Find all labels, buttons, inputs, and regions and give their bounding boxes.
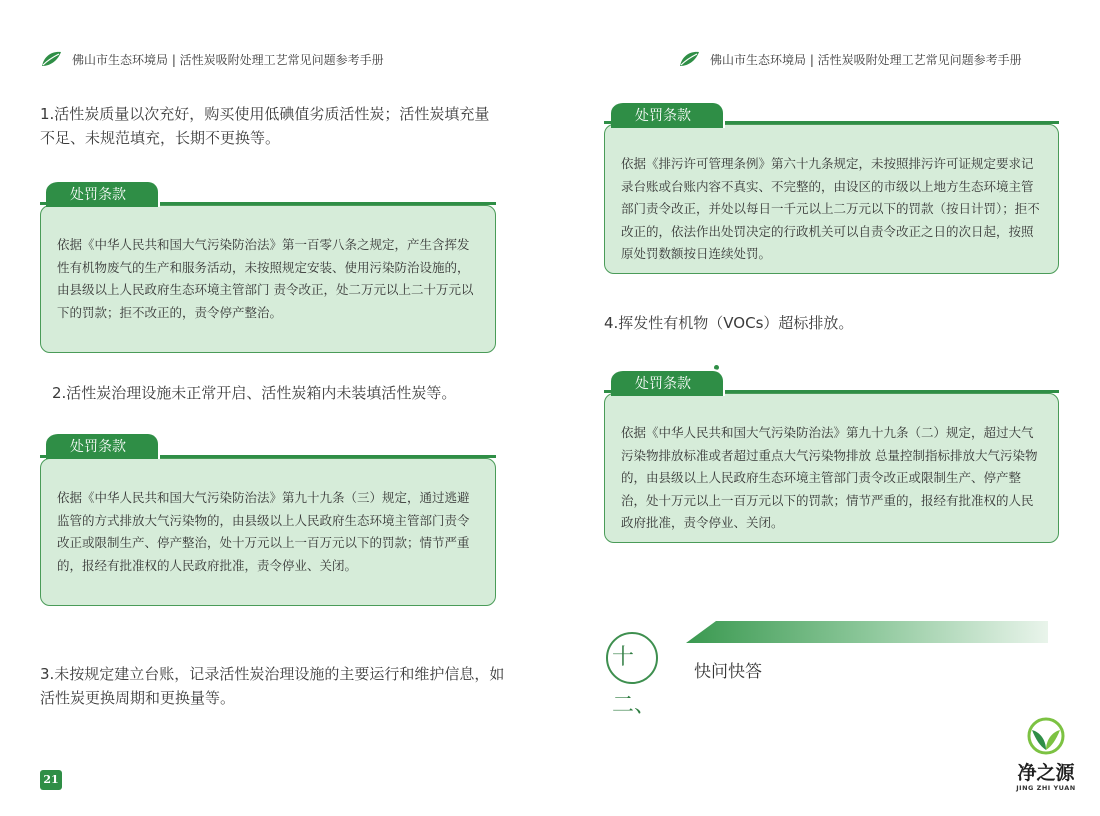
penalty-text: 依据《排污许可管理条例》第六十九条规定，未按照排污许可证规定要求记录台账或台账内容不真实、不完整的，由设区的市级以上地方生态环境主管部门责令改正，并处以每日一千元以上二万元以下的罚款（按日计罚）；拒不改正的，依法作出处罚决定的行政机关可以自责令改正之日的次日起，按照原处罚数额按日连续处罚。 bbox=[621, 156, 1040, 261]
issue-item-1: 1.活性炭质量以次充好，购买使用低碘值劣质活性炭；活性炭填充量不足、未规范填充，长期不更换等。 bbox=[40, 105, 490, 147]
penalty-tab: 处罚条款 bbox=[46, 180, 160, 207]
penalty-text: 依据《中华人民共和国大气污染防治法》第九十九条（三）规定，通过逃避监管的方式排放大气污染物的，由县级以上人民政府生态环境主管部门责令改正或限制生产、停产整治，处十万元以上一百万元以下的罚款；情节严重的，报经有批准权的人民政府批准，责令停业、关闭。 bbox=[57, 490, 470, 573]
issue-item-2: 2.活性炭治理设施未正常开启、活性炭箱内未装填活性炭等。 bbox=[52, 384, 457, 402]
logo-name-en: JING ZHI YUAN bbox=[1016, 784, 1076, 792]
header-title: 佛山市生态环境局 | 活性炭吸附处理工艺常见问题参考手册 bbox=[72, 52, 384, 67]
penalty-box-1 bbox=[40, 205, 496, 353]
leaf-icon bbox=[40, 50, 62, 68]
penalty-text: 依据《中华人民共和国大气污染防治法》第九十九条（二）规定，超过大气污染物排放标准或者超过重点大气污染物排放 总量控制指标排放大气污染物的，由县级以上人民政府生态环境主管部门责令改正或限制生产、停产整治，处十万元以上一百万元以下的罚款；情节严重的，报经有批准权的人民政府批准，责令停业、关闭。 bbox=[621, 425, 1038, 530]
penalty-box-3 bbox=[604, 124, 1059, 274]
penalty-tab: 处罚条款 bbox=[46, 432, 160, 459]
penalty-tab: 处罚条款 bbox=[611, 101, 725, 128]
penalty-text: 依据《中华人民共和国大气污染防治法》第一百零八条之规定，产生含挥发性有机物废气的生产和服务活动，未按照规定安装、使用污染防治设施的，由县级以上人民政府生态环境主管部门 责令改正，处二万元以上二十万元以下的罚款；拒不改正的，责令停产整治。 bbox=[57, 237, 474, 320]
page-header bbox=[40, 50, 384, 68]
sprout-logo-icon bbox=[1026, 716, 1066, 756]
issue-item-4: 4.挥发性有机物（VOCs）超标排放。 bbox=[604, 314, 854, 332]
section-number: 十二、 bbox=[606, 632, 658, 684]
page-header bbox=[678, 50, 1022, 68]
logo-name-cn: 净之源 bbox=[1017, 762, 1075, 784]
section-title: 快问快答 bbox=[694, 662, 762, 682]
leaf-icon bbox=[678, 50, 700, 68]
header-title: 佛山市生态环境局 | 活性炭吸附处理工艺常见问题参考手册 bbox=[710, 52, 1022, 67]
page-number: 21 bbox=[40, 770, 62, 790]
section-band bbox=[686, 621, 1048, 643]
brand-logo bbox=[1010, 716, 1082, 792]
penalty-box-4 bbox=[604, 393, 1059, 543]
issue-item-3: 3.未按规定建立台账，记录活性炭治理设施的主要运行和维护信息，如活性炭更换周期和更换量等。 bbox=[40, 665, 505, 707]
penalty-tab: 处罚条款 bbox=[611, 369, 725, 396]
penalty-box-2 bbox=[40, 458, 496, 606]
